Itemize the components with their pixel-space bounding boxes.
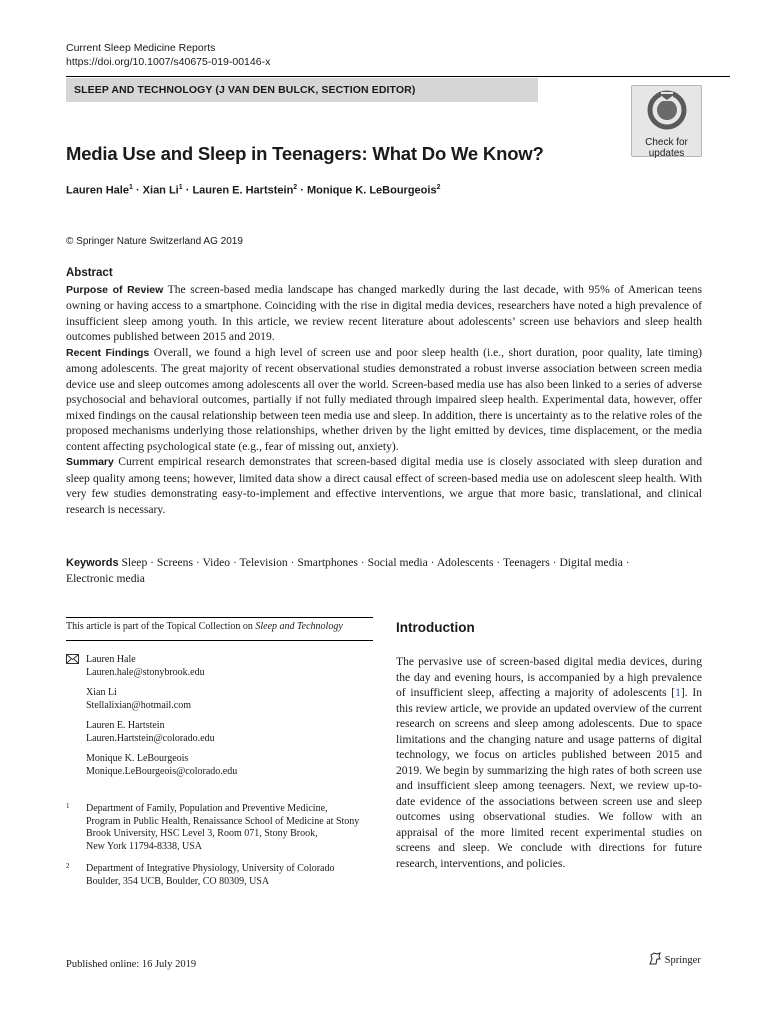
keyword: Social media <box>367 556 428 569</box>
author-separator: · <box>185 184 190 197</box>
affiliation-line: Program in Public Health, Renaissance School of Medicine at Stony <box>86 815 360 827</box>
contact-name: Lauren Hale <box>86 654 136 665</box>
purpose-text: The screen-based media landscape has changed markedly during the last decade, with 95% of American teens owning or having access to a smartphone. Coinciding with the rise in digital media devices, researchers have noted a high prevalence of insufficient sleep among youth. In this article, we review recent literature about adolescents’ screen use behaviors and sleep health outcomes published between 2015 and 2019. <box>66 282 702 343</box>
contact-name: Xian Li <box>86 687 117 698</box>
doi-link[interactable]: https://doi.org/10.1007/s40675-019-00146-x <box>66 56 271 68</box>
article-title: Media Use and Sleep in Teenagers: What Do We Know? <box>66 143 544 164</box>
abstract-purpose <box>66 282 702 345</box>
keyword: Digital media <box>559 556 623 569</box>
author-separator: · <box>135 184 140 197</box>
contact-entry <box>86 720 376 745</box>
author-name[interactable]: Lauren Hale <box>66 184 129 197</box>
corresponding-contacts <box>66 654 376 786</box>
published-date: Published online: 16 July 2019 <box>66 959 197 970</box>
contact-email[interactable]: Lauren.hale@stonybrook.edu <box>86 666 205 678</box>
citation-link[interactable]: 1 <box>675 686 681 699</box>
affiliation-number: 2 <box>66 862 70 870</box>
keyword: Television <box>239 556 288 569</box>
publisher-logo <box>648 952 701 966</box>
summary-text: Current empirical research demonstrates that screen-based digital media use is closely associated with sleep duration and sleep quality among teens; however, limited data show a direct causal effect of screen-based media use on adolescent sleep health. With very few studies demonstrating easy-to-implement and effective interventions, we argue that more basic, translational, and clinical research is necessary. <box>66 455 702 516</box>
notes-rule-top <box>66 617 373 618</box>
keywords-section: Keywords Sleep · Screens · Video · Television · Smartphones · Social media · Adolescents · Teenagers · Digital media · Electronic media <box>66 556 630 585</box>
author-affil: 1 <box>128 184 133 191</box>
contact-name: Lauren E. Hartstein <box>86 720 165 731</box>
contact-entry <box>86 654 376 679</box>
keyword: Video <box>202 556 231 569</box>
affiliation-line: Brook University, HSC Level 3, Room 071, Stony Brook, <box>86 828 318 839</box>
journal-header <box>66 41 270 69</box>
keyword: Teenagers <box>502 556 550 569</box>
affiliation-line: New York 11794-8338, USA <box>86 840 203 852</box>
springer-horse-icon <box>648 952 662 965</box>
abstract-section <box>66 266 702 517</box>
topical-prefix: This article is part of the Topical Collection on <box>66 621 256 632</box>
author-name[interactable]: Monique K. LeBourgeois <box>307 184 437 197</box>
journal-name: Current Sleep Medicine Reports <box>66 42 216 54</box>
findings-text: Overall, we found a high level of screen use and poor sleep health (i.e., short duration, poor quality, late timing) among adolescents. The great majority of recent observational studies demonstrated a robust inverse association between screen media device use and sleep outcomes among adolescents all over the world. Screen-based media use has also been linked to a series of adverse psychosocial and behavioral outcomes, partially if not fully mediated through impaired sleep health. Experimental data, however, offer mixed findings on the causal relationship between teen media use and sleep. In addition, there is uncertainty as to the relative roles of the proposed mechanisms underlying those relationships, whether driven by the light emitted by devices, time displacement, or the media content affecting psychological state (e.g., fear of missing out, anxiety). <box>66 345 702 453</box>
abstract-findings <box>66 345 702 455</box>
keyword: Adolescents <box>436 556 494 569</box>
contact-name: Monique K. LeBourgeois <box>86 753 189 764</box>
keyword: Smartphones <box>297 556 358 569</box>
intro-text: ]. In this review article, we provide an updated overview of the current research on screens and sleep among adolescents. Due to space limitations and the changing nature and usage patterns of digital technology, we focus on articles published between 2015 and 2019. We begin by summarizing the high rates of both screen use and insufficient sleep among teenagers. Next, we review up-to-date evidence of the associations between screen use and sleep outcomes using observational studies. We follow with an appraisal of the more limited recent experimental studies on screens and sleep. We conclude with directions for future research, interventions, and policies. <box>396 686 702 870</box>
section-banner: SLEEP AND TECHNOLOGY (J VAN DEN BULCK, SECTION EDITOR) <box>66 78 538 102</box>
purpose-label: Purpose of Review <box>66 283 164 296</box>
affiliation-number: 1 <box>66 802 70 810</box>
intro-text: The pervasive use of screen-based digital media devices, during the day and evening hours, is accompanied by a high prevalence of insufficient sleep, affecting a majority of adolescents [ <box>396 655 702 699</box>
contact-entry <box>86 687 376 712</box>
author-affil: 2 <box>436 184 441 191</box>
affiliations <box>66 803 376 894</box>
topical-name: Sleep and Technology <box>255 621 343 632</box>
contact-email[interactable]: Monique.LeBourgeois@colorado.edu <box>86 765 238 777</box>
author-list <box>66 184 440 197</box>
summary-label: Summary <box>66 456 114 468</box>
updates-label: updates <box>648 148 685 159</box>
affiliation-line: Department of Family, Population and Preventive Medicine, <box>86 803 328 814</box>
topical-collection-note <box>66 621 343 632</box>
abstract-heading: Abstract <box>66 267 113 279</box>
contact-email[interactable]: Lauren.Hartstein@colorado.edu <box>86 732 215 744</box>
introduction-heading: Introduction <box>396 620 475 635</box>
keyword: Screens <box>156 556 193 569</box>
keyword: Sleep <box>121 556 148 569</box>
author-affil: 2 <box>293 184 298 191</box>
affiliation-entry <box>66 863 376 888</box>
introduction-body <box>396 654 702 871</box>
check-updates-icon <box>647 90 687 130</box>
author-separator: · <box>300 184 304 197</box>
affiliation-line: Boulder, 354 UCB, Boulder, CO 80309, USA <box>86 875 270 887</box>
publisher-name: Springer <box>664 955 701 966</box>
keyword: Electronic media <box>66 572 145 585</box>
affiliation-entry <box>66 803 376 853</box>
check-label: Check for <box>645 137 688 148</box>
header-rule <box>66 76 730 77</box>
affiliation-line: Department of Integrative Physiology, University of Colorado <box>86 863 335 874</box>
contact-email[interactable]: Stellalixian@hotmail.com <box>86 699 192 711</box>
author-name[interactable]: Lauren E. Hartstein <box>192 184 294 197</box>
keywords-label: Keywords <box>66 557 119 569</box>
abstract-summary <box>66 454 702 517</box>
notes-rule-bottom <box>66 640 373 641</box>
author-name[interactable]: Xian Li <box>142 184 179 197</box>
findings-label: Recent Findings <box>66 346 150 359</box>
author-affil: 1 <box>178 184 183 191</box>
contact-entry <box>86 753 376 778</box>
copyright-notice: © Springer Nature Switzerland AG 2019 <box>66 236 243 247</box>
check-for-updates-badge[interactable] <box>631 85 702 157</box>
